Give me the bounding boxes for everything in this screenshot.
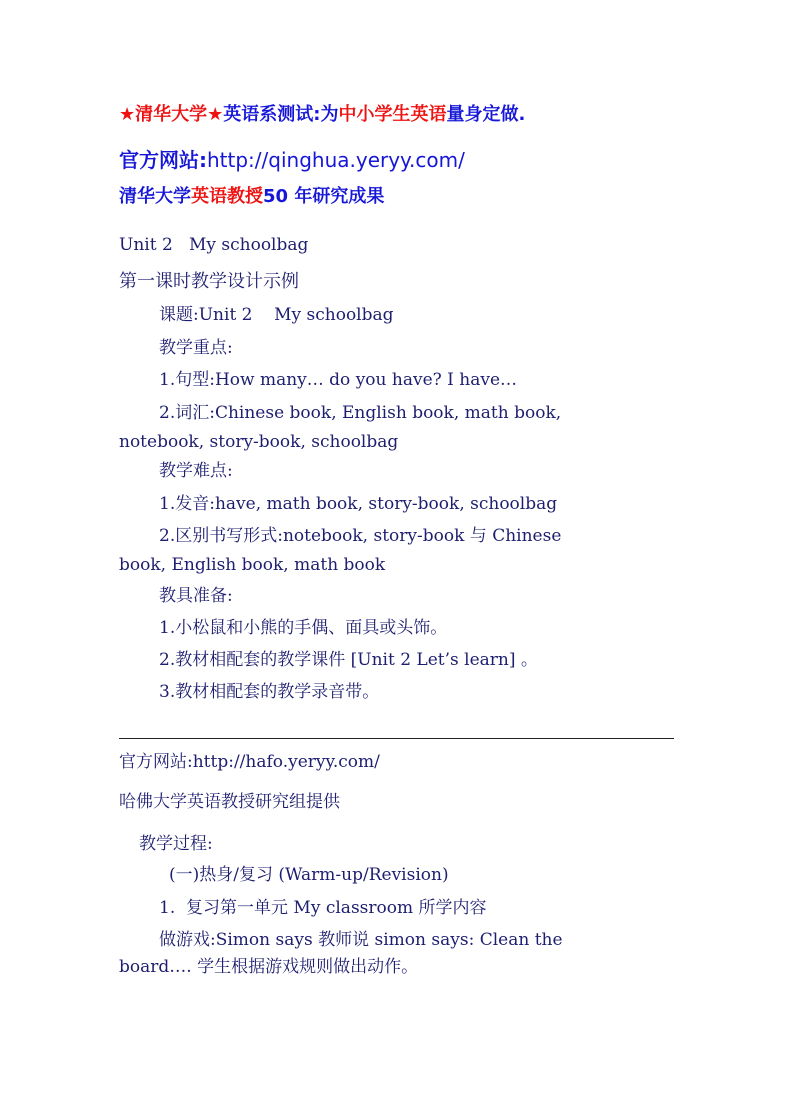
game-line-b: board…. 学生根据游戏规则做出动作。: [119, 957, 419, 977]
official-site-url[interactable]: http://qinghua.yeryy.com/: [207, 148, 465, 172]
process-heading: 教学过程:: [139, 834, 213, 854]
page-divider: [119, 738, 674, 739]
stage-1: (一)热身/复习 (Warm-up/Revision): [169, 865, 449, 885]
difficulty-2a: 2.区别书写形式:notebook, story-book 与 Chinese: [159, 526, 562, 546]
key-point-2a: 2.词汇:Chinese book, English book, math book,: [159, 403, 562, 423]
section-title: 第一课时教学设计示例: [119, 271, 299, 292]
step-1: 1. 复习第一单元 My classroom 所学内容: [159, 898, 487, 918]
ad-headline: [119, 104, 525, 126]
material-2: 2.教材相配套的教学课件 [Unit 2 Let’s learn] 。: [159, 650, 538, 670]
materials-heading: 教具准备:: [159, 586, 233, 606]
ad-headline-test: 英语系测试:为: [223, 104, 339, 125]
difficulty-heading: 教学难点:: [159, 461, 233, 481]
difficulty-2b: book, English book, math book: [119, 555, 386, 575]
official-site-label: 官方网站:: [119, 148, 207, 172]
ad-headline-brand: ★清华大学★: [119, 104, 224, 125]
material-3: 3.教材相配套的教学录音带。: [159, 682, 380, 702]
key-point-1: 1.句型:How many… do you have? I have…: [159, 370, 518, 390]
research-line: [119, 186, 384, 208]
difficulty-1: 1.发音:have, math book, story-book, schoolbag: [159, 494, 558, 514]
footer-site[interactable]: 官方网站:http://hafo.yeryy.com/: [119, 752, 380, 772]
research-line-a: 清华大学: [119, 186, 191, 207]
game-line-a: 做游戏:Simon says 教师说 simon says: Clean the: [159, 930, 563, 950]
research-line-c: 50 年研究成果: [263, 186, 385, 207]
material-1: 1.小松鼠和小熊的手偶、面具或头饰。: [159, 618, 448, 638]
key-point-2b: notebook, story-book, schoolbag: [119, 432, 399, 452]
ad-headline-tail: 量身定做.: [446, 104, 526, 125]
footer-provider: 哈佛大学英语教授研究组提供: [119, 792, 340, 812]
topic-line: 课题:Unit 2 My schoolbag: [159, 305, 394, 325]
ad-headline-target: 中小学生英语: [338, 104, 447, 125]
research-line-b: 英语教授: [191, 186, 263, 207]
official-site-line: [119, 147, 465, 173]
key-points-heading: 教学重点:: [159, 338, 233, 358]
unit-title: Unit 2 My schoolbag: [119, 235, 309, 255]
